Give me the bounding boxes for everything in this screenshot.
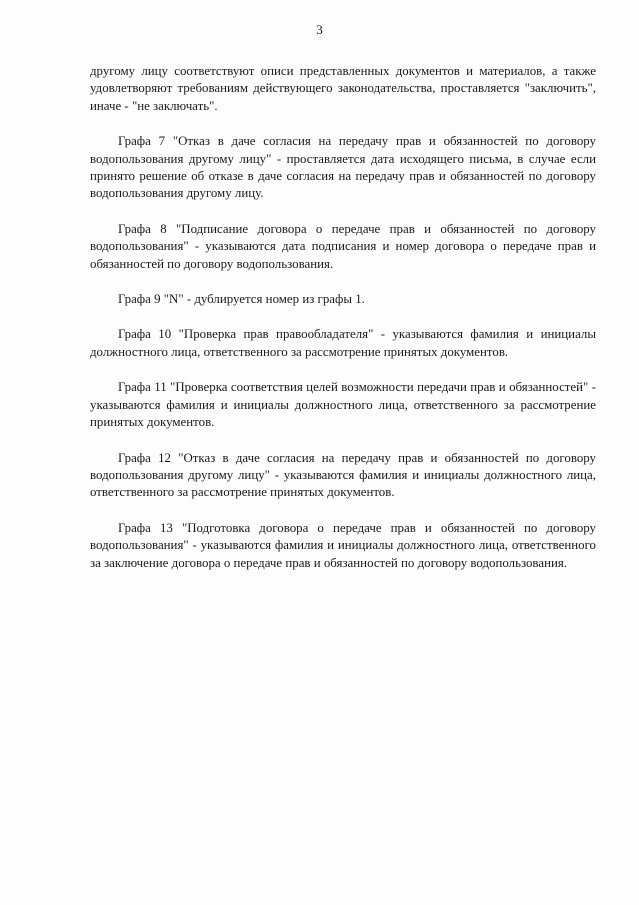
paragraph-column-9: Графа 9 "N" - дублируется номер из графы 1.	[118, 292, 365, 307]
page-number: 3	[316, 22, 323, 37]
document-body	[90, 63, 596, 590]
paragraph-continuation: другому лицу соответствуют описи представленных документов и материалов, а также удовлетворяют требованиям действующего законодательства, проставляется "заключить", иначе - "не заключать".	[90, 64, 596, 113]
paragraph-column-10: Графа 10 "Проверка прав правообладателя" - указываются фамилия и инициалы должностного лица, ответственного за рассмотрение принятых документов.	[90, 327, 596, 359]
paragraph-column-8: Графа 8 "Подписание договора о передаче прав и обязанностей по договору водопользования" - указываются дата подписания и номер договора о передаче прав и обязанностей по договору водопользования.	[90, 221, 596, 271]
paragraph-column-12: Графа 12 "Отказ в даче согласия на передачу прав и обязанностей по договору водопользования другому лицу" - указываются фамилия и инициалы должностного лица, ответственного за рассмотрение принятых документов.	[90, 450, 596, 500]
paragraph-column-13: Графа 13 "Подготовка договора о передаче прав и обязанностей по договору водопользования" - указываются фамилия и инициалы должностного лица, ответственного за заключение договора о передаче прав и обязанностей по договору водопользования.	[90, 520, 596, 570]
paragraph-column-11: Графа 11 "Проверка соответствия целей возможности передачи прав и обязанностей" - указываются фамилия и инициалы должностного лица, ответственного за рассмотрение принятых документов.	[90, 380, 596, 430]
paragraph-column-7: Графа 7 "Отказ в даче согласия на передачу прав и обязанностей по договору водопользования другому лицу" - проставляется дата исходящего письма, в случае если принято решение об отказе в даче согласия на передачу прав и обязанностей по договору водопользования другому лицу.	[90, 134, 596, 201]
